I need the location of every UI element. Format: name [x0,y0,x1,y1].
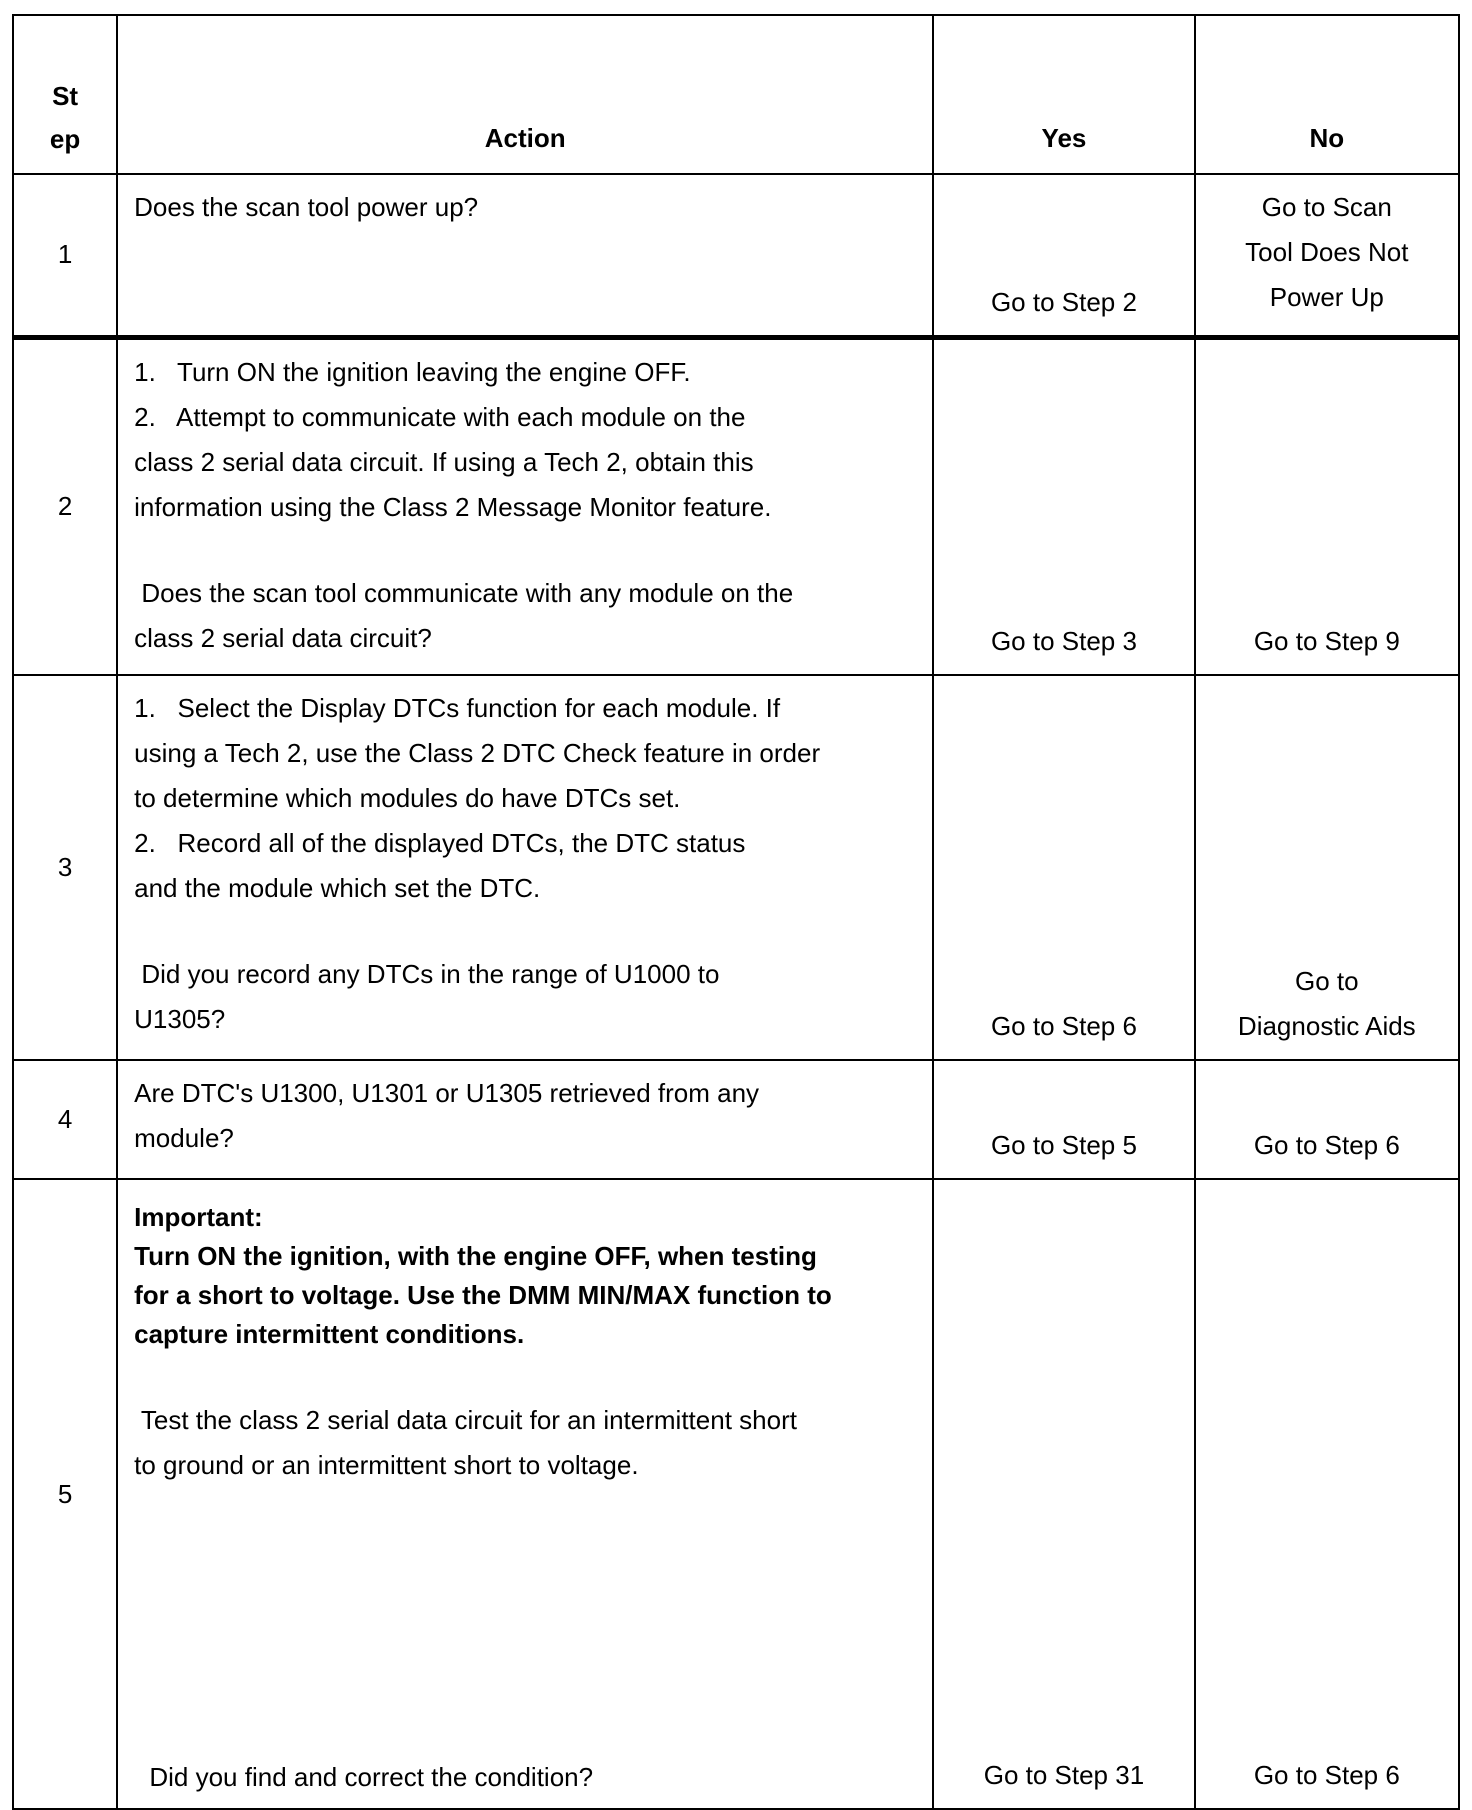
action-cell [117,337,933,675]
action-line: and the module which set the DTC. [134,873,541,903]
action-line: 1. Select the Display DTCs function for each module. If [134,693,781,723]
action-line: Are DTC's U1300, U1301 or U1305 retrieved from any [134,1078,760,1108]
action-line: class 2 serial data circuit. If using a Tech 2, obtain this [134,446,754,477]
table-row-step-2 [13,337,1459,675]
action-cell [117,1060,933,1179]
action-cell [117,174,933,337]
yes-cell: Go to Step 3 [933,337,1194,675]
important-line: capture intermittent conditions. [134,1319,525,1349]
action-line: using a Tech 2, use the Class 2 DTC Check feature in order [134,738,821,768]
yes-cell: Go to Step 31 [933,1179,1194,1809]
action-cell [117,1179,933,1809]
header-yes: Yes [933,15,1194,174]
action-question-line: Does the scan tool communicate with any module on the [134,577,794,608]
table-row-step-5 [13,1179,1459,1809]
header-action: Action [117,15,933,174]
action-question-line: U1305? [134,1004,226,1034]
action-line: to determine which modules do have DTCs set. [134,783,681,813]
yes-cell: Go to Step 6 [933,675,1194,1060]
action-line: Does the scan tool power up? [134,192,479,222]
no-line: Tool Does Not [1245,237,1409,267]
action-line: module? [134,1123,234,1153]
no-line: Power Up [1269,282,1384,312]
header-no: No [1195,15,1459,174]
action-question-line: class 2 serial data circuit? [134,622,432,653]
step-number: 1 [13,174,117,337]
no-line: Diagnostic Aids [1237,1011,1416,1041]
spacer [134,530,918,571]
diagnostic-table-frame [12,14,1460,1810]
important-heading: Important: [134,1202,263,1232]
no-line: Go to [1295,966,1359,996]
action-line: Test the class 2 serial data circuit for an intermittent short [134,1405,797,1435]
table-row-step-1 [13,174,1459,337]
yes-cell: Go to Step 2 [933,174,1194,337]
no-cell: Go to Step 9 [1195,337,1459,675]
action-line: 1. Turn ON the ignition leaving the engine OFF. [134,356,691,387]
important-line: for a short to voltage. Use the DMM MIN/MAX function to [134,1280,832,1310]
header-step-line1: St [52,81,79,111]
step-number: 3 [13,675,117,1060]
action-question-line: Did you find and correct the condition? [142,1762,594,1792]
spacer [134,911,918,952]
header-step [13,15,117,174]
step-number: 4 [13,1060,117,1179]
action-line: information using the Class 2 Message Monitor feature. [134,491,772,522]
table-row-step-4 [13,1060,1459,1179]
table-row-step-3 [13,675,1459,1060]
header-step-line2: ep [49,124,81,154]
important-line: Turn ON the ignition, with the engine OFF, when testing [134,1241,817,1271]
no-cell: Go to Step 6 [1195,1060,1459,1179]
action-cell [117,675,933,1060]
action-line: 2. Attempt to communicate with each module on the [134,401,746,432]
no-cell [1195,174,1459,337]
step-number: 2 [13,337,117,675]
diagnostic-table [12,14,1460,1810]
no-line: Go to Scan [1261,192,1392,222]
spacer [134,1354,918,1398]
yes-cell: Go to Step 5 [933,1060,1194,1179]
no-cell: Go to Step 6 [1195,1179,1459,1809]
step-number: 5 [13,1179,117,1809]
action-line: 2. Record all of the displayed DTCs, the DTC status [134,828,746,858]
action-question-line: Did you record any DTCs in the range of U1000 to [134,959,720,989]
header-row [13,15,1459,174]
no-cell [1195,675,1459,1060]
action-line: to ground or an intermittent short to voltage. [134,1450,639,1480]
